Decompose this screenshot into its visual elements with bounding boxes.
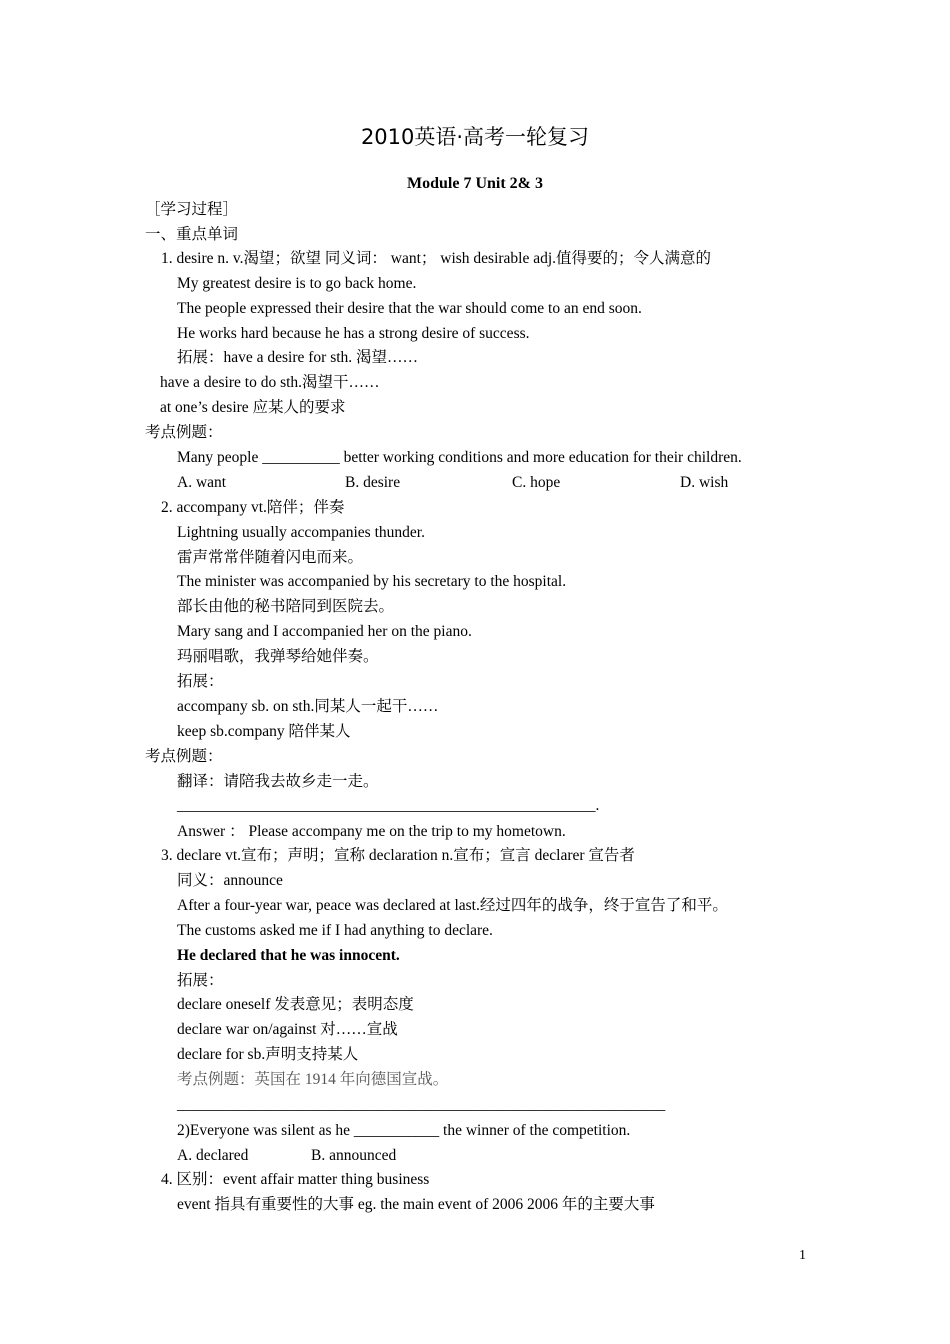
text-line: He works hard because he has a strong desire of success. bbox=[177, 325, 530, 342]
exam-example-label: 考点例题： bbox=[145, 748, 223, 765]
text-line: 拓展：have a desire for sth. 渴望…… bbox=[177, 349, 419, 366]
text-line: 翻译：请陪我去故乡走一走。 bbox=[177, 773, 379, 790]
item-desire-heading: 1. desire n. v.渴望；欲望 同义词： want； wish desirable adj.值得要的；令人满意的 bbox=[161, 250, 712, 267]
option-c: C. hope bbox=[512, 474, 561, 491]
document-subtitle: Module 7 Unit 2& 3 bbox=[407, 175, 543, 192]
text-line: declare war on/against 对……宣战 bbox=[177, 1021, 398, 1038]
text-line: The people expressed their desire that the war should come to an end soon. bbox=[177, 300, 642, 317]
option-a: A. want bbox=[177, 474, 227, 491]
document-title: 2010英语·高考一轮复习 bbox=[360, 125, 590, 149]
text-line: The minister was accompanied by his secretary to the hospital. bbox=[177, 573, 567, 590]
text-line: declare oneself 发表意见；表明态度 bbox=[177, 996, 414, 1013]
answer-blank: ______________________________________________________. bbox=[177, 797, 600, 814]
item-event-heading: 4. 区别：event affair matter thing business bbox=[161, 1171, 430, 1188]
text-line: 同义：announce bbox=[177, 872, 283, 889]
text-line: 拓展： bbox=[177, 972, 224, 989]
item-accompany-heading: 2. accompany vt.陪伴；伴奏 bbox=[161, 499, 345, 516]
page-number: 1 bbox=[799, 1248, 806, 1263]
option-b: B. announced bbox=[311, 1147, 397, 1164]
exam-example-label: 考点例题： bbox=[145, 424, 223, 441]
text-line: 部长由他的秘书陪同到医院去。 bbox=[177, 598, 395, 615]
text-line: event 指具有重要性的大事 eg. the main event of 2006 2006 年的主要大事 bbox=[177, 1196, 655, 1213]
answer-line: Answer ： Please accompany me on the trip to my hometown. bbox=[177, 823, 566, 840]
text-line: 拓展： bbox=[177, 673, 224, 690]
text-line-bold: He declared that he was innocent. bbox=[177, 947, 400, 964]
text-line: 雷声常常伴随着闪电而来。 bbox=[177, 549, 364, 566]
exam-example-gray: 考点例题：英国在 1914 年向德国宣战。 bbox=[177, 1071, 449, 1088]
section-process: ［学习过程］ bbox=[145, 201, 239, 218]
section-vocab: 一、重点单词 bbox=[145, 226, 239, 243]
text-line: 2)Everyone was silent as he ___________ the winner of the competition. bbox=[177, 1122, 631, 1139]
text-line: keep sb.company 陪伴某人 bbox=[177, 723, 351, 740]
item-declare-heading: 3. declare vt.宣布；声明；宣称 declaration n.宣布；宣言 declarer 宣告者 bbox=[161, 847, 635, 864]
option-b: B. desire bbox=[345, 474, 401, 491]
text-line: After a four-year war, peace was declared at last.经过四年的战争，终于宣告了和平。 bbox=[177, 897, 728, 914]
text-line: 玛丽唱歌，我弹琴给她伴奏。 bbox=[177, 648, 379, 665]
text-line: declare for sb.声明支持某人 bbox=[177, 1046, 359, 1063]
answer-blank: _______________________________________________________________ bbox=[177, 1096, 666, 1113]
text-line: Lightning usually accompanies thunder. bbox=[177, 524, 425, 541]
option-a: A. declared bbox=[177, 1147, 249, 1164]
text-line: The customs asked me if I had anything to declare. bbox=[177, 922, 493, 939]
text-line: at one’s desire 应某人的要求 bbox=[160, 399, 346, 416]
text-line: accompany sb. on sth.同某人一起干…… bbox=[177, 698, 439, 715]
text-line: My greatest desire is to go back home. bbox=[177, 275, 417, 292]
text-line: Many people __________ better working conditions and more education for their children. bbox=[177, 449, 742, 466]
text-line: Mary sang and I accompanied her on the piano. bbox=[177, 623, 472, 640]
option-d: D. wish bbox=[680, 474, 729, 491]
text-line: have a desire to do sth.渴望干…… bbox=[160, 374, 380, 391]
